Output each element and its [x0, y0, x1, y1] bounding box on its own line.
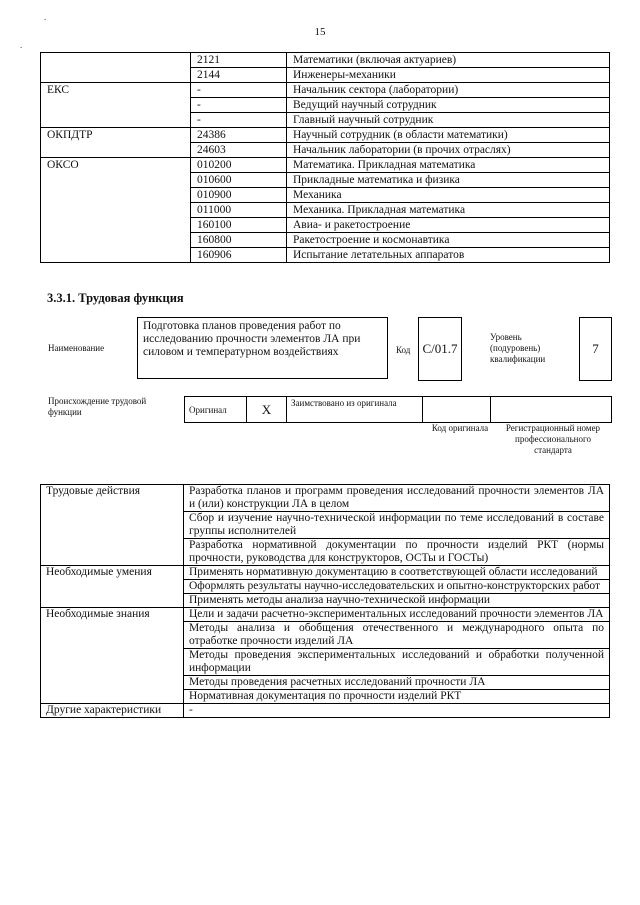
code-cell: 2121 — [191, 53, 287, 68]
category-cell: Трудовые действия — [41, 485, 184, 512]
qualification-level: 7 — [592, 341, 599, 356]
requirement-row — [41, 512, 610, 539]
title-cell: Математика. Прикладная математика — [287, 158, 610, 173]
group-cell — [41, 68, 191, 83]
requirement-row — [41, 690, 610, 704]
group-cell — [41, 233, 191, 248]
requirement-row — [41, 539, 610, 566]
group-cell — [41, 53, 191, 68]
category-cell — [41, 622, 184, 649]
requirement-row — [41, 580, 610, 594]
requirement-cell: Методы проведения расчетных исследований прочности ЛА — [184, 676, 610, 690]
code-cell: 160100 — [191, 218, 287, 233]
category-cell: Необходимые знания — [41, 608, 184, 622]
classification-row — [41, 158, 610, 173]
classification-row — [41, 173, 610, 188]
code-cell: 010900 — [191, 188, 287, 203]
group-cell: ЕКС — [41, 83, 191, 98]
title-cell: Авиа- и ракетостроение — [287, 218, 610, 233]
requirement-row — [41, 704, 610, 718]
section-title: 3.3.1. Трудовая функция — [47, 291, 184, 305]
classification-row — [41, 143, 610, 158]
title-cell: Прикладные математика и физика — [287, 173, 610, 188]
group-cell — [41, 143, 191, 158]
title-cell: Математики (включая актуариев) — [287, 53, 610, 68]
requirement-cell: Применять методы анализа научно-технической информации — [184, 594, 610, 608]
function-code-box — [418, 317, 462, 381]
title-cell: Ведущий научный сотрудник — [287, 98, 610, 113]
function-code: С/01.7 — [422, 341, 458, 356]
reg-number-cell — [491, 397, 612, 423]
group-cell — [41, 188, 191, 203]
requirement-cell: - — [184, 704, 610, 718]
title-cell: Начальник сектора (лаборатории) — [287, 83, 610, 98]
original-label: Оригинал — [185, 397, 247, 423]
category-cell: Другие характеристики — [41, 704, 184, 718]
origin-code-cell — [423, 397, 491, 423]
function-name-box — [137, 317, 388, 379]
original-mark: X — [247, 397, 287, 423]
title-cell: Ракетостроение и космонавтика — [287, 233, 610, 248]
title-cell: Начальник лаборатории (в прочих отраслях) — [287, 143, 610, 158]
category-cell — [41, 594, 184, 608]
code-cell: 010600 — [191, 173, 287, 188]
origin-label: Происхождение трудовой функции — [48, 396, 147, 417]
requirement-row — [41, 594, 610, 608]
category-cell — [41, 690, 184, 704]
margin-mark: . — [20, 40, 23, 50]
title-cell: Научный сотрудник (в области математики) — [287, 128, 610, 143]
category-cell — [41, 512, 184, 539]
group-cell — [41, 173, 191, 188]
classification-row — [41, 83, 610, 98]
title-cell: Механика. Прикладная математика — [287, 203, 610, 218]
level-label: Уровень (подуровень) квалификации — [490, 332, 546, 364]
requirement-cell: Применять нормативную документацию в соответствующей области исследований — [184, 566, 610, 580]
group-cell — [41, 218, 191, 233]
requirement-row — [41, 622, 610, 649]
code-cell: 24386 — [191, 128, 287, 143]
title-cell: Инженеры-механики — [287, 68, 610, 83]
title-cell: Испытание летательных аппаратов — [287, 248, 610, 263]
requirement-cell: Методы проведения экспериментальных исследований и обработки полученной информации — [184, 649, 610, 676]
labor-actions-table — [40, 484, 610, 718]
code-cell: 011000 — [191, 203, 287, 218]
classification-row — [41, 68, 610, 83]
code-cell: 010200 — [191, 158, 287, 173]
code-cell: - — [191, 83, 287, 98]
origin-table — [184, 396, 612, 423]
category-cell — [41, 580, 184, 594]
requirement-row — [41, 649, 610, 676]
code-cell: 160906 — [191, 248, 287, 263]
origin-code-caption: Код оригинала — [431, 423, 489, 433]
code-cell: - — [191, 98, 287, 113]
classification-row — [41, 53, 610, 68]
classification-row — [41, 218, 610, 233]
code-cell: - — [191, 113, 287, 128]
requirement-cell: Методы анализа и обобщения отечественного и международного опыта по отработке прочности изделий ЛА — [184, 622, 610, 649]
classification-table — [40, 52, 610, 263]
group-cell — [41, 248, 191, 263]
name-label: Наименование — [48, 343, 105, 353]
requirement-cell: Оформлять результаты научно-исследовательских и опытно-конструкторских работ — [184, 580, 610, 594]
function-name: Подготовка планов проведения работ по исследованию прочности элементов ЛА при силовом и температурном воздействиях — [143, 320, 361, 358]
requirement-row — [41, 608, 610, 622]
category-cell — [41, 676, 184, 690]
group-cell: ОКСО — [41, 158, 191, 173]
requirement-cell: Цели и задачи расчетно-экспериментальных исследований прочности элементов ЛА — [184, 608, 610, 622]
reg-number-caption: Регистрационный номер профессионального стандарта — [505, 423, 601, 455]
title-cell: Главный научный сотрудник — [287, 113, 610, 128]
requirement-row — [41, 566, 610, 580]
classification-row — [41, 233, 610, 248]
requirement-row — [41, 676, 610, 690]
classification-row — [41, 98, 610, 113]
qualification-level-box — [579, 317, 612, 381]
requirement-cell: Сбор и изучение научно-технической информации по теме исследований в составе группы исполнителей — [184, 512, 610, 539]
group-cell — [41, 203, 191, 218]
code-cell: 24603 — [191, 143, 287, 158]
requirement-cell: Разработка нормативной документации по прочности изделий РКТ (нормы прочности, руководства для конструкторов, ОСТы и ГОСТы) — [184, 539, 610, 566]
group-cell — [41, 98, 191, 113]
classification-row — [41, 113, 610, 128]
classification-row — [41, 188, 610, 203]
category-cell — [41, 539, 184, 566]
code-cell: 2144 — [191, 68, 287, 83]
group-cell: ОКПДТР — [41, 128, 191, 143]
classification-row — [41, 248, 610, 263]
margin-mark: . — [44, 12, 47, 22]
requirement-row — [41, 485, 610, 512]
group-cell — [41, 113, 191, 128]
requirement-cell: Разработка планов и программ проведения исследований прочности элементов ЛА и (или) конструкции ЛА в целом — [184, 485, 610, 512]
borrowed-label: Заимствовано из оригинала — [287, 397, 423, 423]
classification-row — [41, 128, 610, 143]
page-number: 15 — [314, 26, 326, 38]
category-cell: Необходимые умения — [41, 566, 184, 580]
code-cell: 160800 — [191, 233, 287, 248]
title-cell: Механика — [287, 188, 610, 203]
classification-row — [41, 203, 610, 218]
requirement-cell: Нормативная документация по прочности изделий РКТ — [184, 690, 610, 704]
category-cell — [41, 649, 184, 676]
code-label: Код — [396, 345, 411, 355]
